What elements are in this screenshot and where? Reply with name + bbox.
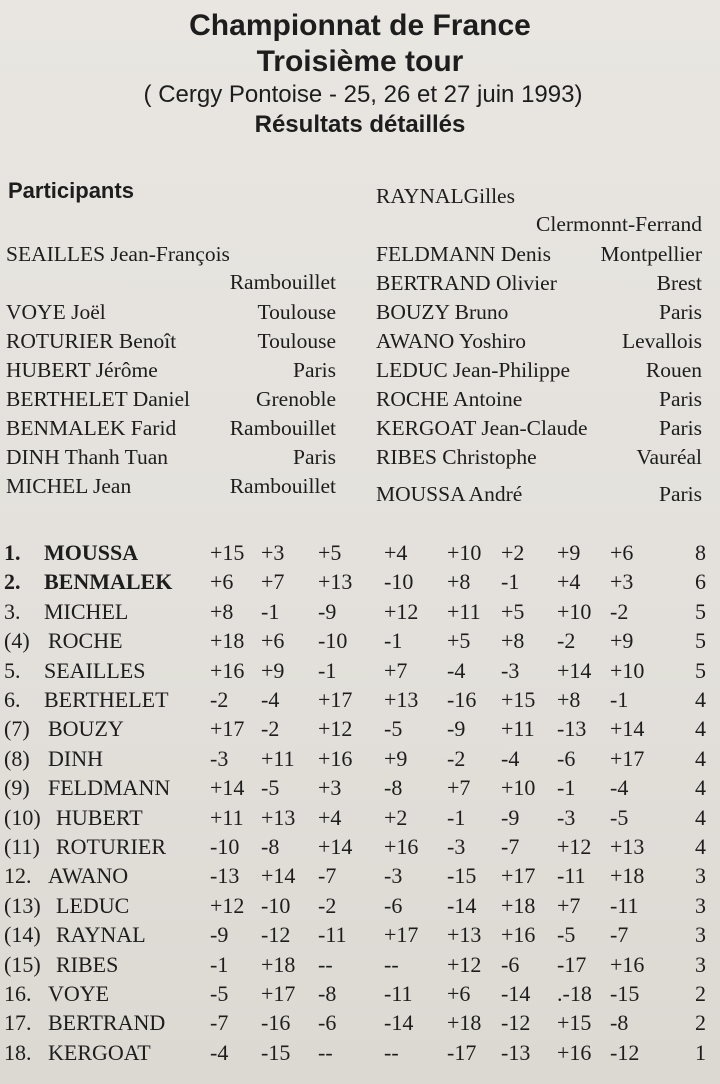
participant-name: VOYE Joël	[6, 300, 106, 324]
score-cell: -3	[210, 745, 229, 771]
page-title: Championnat de France	[189, 9, 531, 42]
player-name-cell: BERTHELET	[44, 687, 169, 712]
score-cell: --	[384, 951, 399, 977]
rank-cell: 3.	[4, 598, 21, 624]
score-cell: -10	[210, 834, 240, 859]
score-cell: +16	[501, 922, 536, 948]
participant-city: Paris	[293, 358, 336, 382]
score-cell: -1	[610, 687, 629, 712]
score-cell: -12	[261, 922, 291, 948]
score-cell: +7	[557, 892, 581, 918]
table-row	[4, 1038, 716, 1067]
score-cell: +18	[610, 863, 645, 889]
total-points-cell: 1	[695, 1039, 706, 1065]
player-name-cell: RAYNAL	[56, 922, 146, 948]
table-row	[4, 950, 716, 979]
rank-cell: 2.	[4, 569, 21, 595]
rank-cell: (15)	[4, 951, 41, 977]
player-name-cell: BENMALEK	[44, 569, 173, 595]
participant-name: RAYNALGilles	[376, 184, 515, 208]
score-cell: -12	[501, 1010, 531, 1036]
table-row	[4, 597, 716, 626]
score-cell: -1	[557, 775, 576, 801]
score-cell: +15	[557, 1010, 592, 1036]
total-points-cell: 2	[695, 981, 706, 1006]
total-points-cell: 3	[695, 951, 706, 977]
score-cell: +5	[447, 628, 471, 654]
score-cell: +17	[501, 863, 536, 889]
score-cell: +17	[261, 981, 296, 1006]
score-cell: -10	[318, 628, 348, 654]
participant-name: MOUSSA André	[376, 482, 523, 506]
score-cell: +16	[610, 951, 645, 977]
score-cell: +4	[384, 540, 408, 565]
score-cell: -2	[610, 598, 629, 624]
page-subtitle: Troisième tour	[256, 45, 464, 78]
rank-cell: (13)	[4, 892, 41, 918]
score-cell: +12	[557, 834, 592, 859]
participant-city: Levallois	[621, 329, 702, 353]
total-points-cell: 4	[695, 804, 706, 830]
score-cell: +8	[210, 598, 234, 624]
total-points-cell: 4	[695, 834, 706, 859]
rank-cell: (7)	[4, 716, 30, 742]
rank-cell: (11)	[4, 834, 40, 859]
score-cell: -15	[261, 1039, 291, 1065]
score-cell: -3	[447, 834, 466, 859]
player-name-cell: HUBERT	[56, 804, 143, 830]
score-cell: -5	[557, 922, 576, 948]
score-cell: -1	[447, 804, 466, 830]
score-cell: -9	[318, 598, 337, 624]
score-cell: +17	[384, 922, 419, 948]
score-cell: +18	[210, 628, 245, 654]
score-cell: +16	[318, 745, 353, 771]
score-cell: --	[384, 1039, 399, 1065]
score-cell: --	[318, 1039, 333, 1065]
table-row	[4, 714, 716, 743]
score-cell: +2	[501, 540, 525, 565]
total-points-cell: 6	[695, 569, 706, 595]
score-cell: -9	[447, 716, 466, 742]
participant-city: Toulouse	[257, 300, 336, 324]
score-cell: +18	[501, 892, 536, 918]
score-cell: +11	[501, 716, 535, 742]
rank-cell: 1.	[4, 540, 21, 565]
score-cell: -1	[501, 569, 520, 595]
total-points-cell: 8	[695, 540, 706, 565]
score-cell: +13	[318, 569, 353, 595]
participant-city: Rambouillet	[229, 474, 336, 498]
score-cell: -4	[501, 745, 520, 771]
table-row	[4, 1008, 716, 1037]
participant-name: BERTRAND Olivier	[376, 271, 557, 295]
score-cell: .-18	[557, 981, 592, 1006]
score-cell: -6	[318, 1010, 337, 1036]
participant-city: Montpellier	[600, 242, 702, 266]
total-points-cell: 4	[695, 716, 706, 742]
score-cell: +15	[501, 687, 536, 712]
total-points-cell: 5	[695, 598, 706, 624]
score-cell: +7	[447, 775, 471, 801]
score-cell: +17	[318, 687, 353, 712]
score-cell: -4	[210, 1039, 229, 1065]
participant-city: Rambouillet	[229, 416, 336, 440]
score-cell: -4	[447, 657, 466, 683]
participants-label: Participants	[8, 178, 134, 203]
score-cell: -11	[318, 922, 347, 948]
score-cell: -17	[447, 1039, 477, 1065]
score-cell: +14	[557, 657, 592, 683]
player-name-cell: VOYE	[48, 981, 110, 1006]
score-cell: -3	[501, 657, 520, 683]
table-row	[4, 891, 716, 920]
participant-city: Paris	[659, 300, 702, 324]
player-name-cell: DINH	[48, 745, 103, 771]
score-cell: -2	[210, 687, 229, 712]
score-cell: -4	[261, 687, 280, 712]
participant-name: KERGOAT Jean-Claude	[376, 416, 588, 440]
score-cell: +3	[610, 569, 634, 595]
score-cell: +3	[318, 775, 342, 801]
participant-city: Rouen	[645, 358, 702, 382]
rank-cell: 18.	[4, 1039, 32, 1065]
score-cell: +12	[318, 716, 353, 742]
score-cell: +9	[610, 628, 634, 654]
score-cell: +10	[610, 657, 645, 683]
score-cell: +16	[557, 1039, 592, 1065]
participant-name: BENMALEK Farid	[6, 416, 177, 440]
score-cell: -8	[318, 981, 337, 1006]
total-points-cell: 5	[695, 657, 706, 683]
score-cell: -11	[557, 863, 586, 889]
rank-cell: 17.	[4, 1010, 32, 1036]
score-cell: -4	[610, 775, 629, 801]
score-cell: +13	[610, 834, 645, 859]
total-points-cell: 5	[695, 628, 706, 654]
rank-cell: (10)	[4, 804, 41, 830]
player-name-cell: BOUZY	[48, 716, 124, 742]
score-cell: +3	[261, 540, 285, 565]
score-cell: +9	[261, 657, 285, 683]
score-cell: -5	[210, 981, 229, 1006]
table-row	[4, 773, 716, 802]
score-cell: +18	[261, 951, 296, 977]
table-row	[4, 920, 716, 949]
score-cell: +9	[384, 745, 408, 771]
score-cell: +12	[210, 892, 245, 918]
table-row	[4, 656, 716, 685]
score-cell: +4	[557, 569, 581, 595]
score-cell: -17	[557, 951, 587, 977]
participant-name: LEDUC Jean-Philippe	[376, 358, 571, 382]
total-points-cell: 3	[695, 922, 706, 948]
total-points-cell: 4	[695, 745, 706, 771]
participant-city: Toulouse	[257, 329, 336, 353]
score-cell: +14	[610, 716, 645, 742]
score-cell: +8	[447, 569, 471, 595]
total-points-cell: 4	[695, 775, 706, 801]
score-cell: +8	[557, 687, 581, 712]
table-row	[4, 685, 716, 714]
table-row	[4, 538, 716, 567]
score-cell: -14	[501, 981, 531, 1006]
total-points-cell: 2	[695, 1010, 706, 1036]
player-name-cell: KERGOAT	[48, 1039, 151, 1065]
score-cell: +10	[447, 540, 482, 565]
score-cell: -14	[447, 892, 477, 918]
player-name-cell: RIBES	[56, 951, 119, 977]
participant-name: FELDMANN Denis	[376, 242, 551, 266]
participant-name: DINH Thanh Tuan	[6, 445, 169, 469]
participant-city: Clermonnt-Ferrand	[536, 212, 702, 236]
total-points-cell: 3	[695, 863, 706, 889]
score-cell: -10	[261, 892, 291, 918]
score-cell: +16	[210, 657, 245, 683]
rank-cell: (4)	[4, 628, 30, 654]
score-cell: -13	[210, 863, 240, 889]
score-cell: -7	[210, 1010, 229, 1036]
score-cell: +9	[557, 540, 581, 565]
participant-name: BOUZY Bruno	[376, 300, 509, 324]
rank-cell: 12.	[4, 863, 32, 889]
score-cell: -5	[261, 775, 280, 801]
participant-name: MICHEL Jean	[6, 474, 132, 498]
score-cell: -3	[384, 863, 403, 889]
table-row	[4, 744, 716, 773]
score-cell: +6	[447, 981, 471, 1006]
results-heading: Résultats détaillés	[254, 111, 466, 138]
player-name-cell: MICHEL	[44, 598, 129, 624]
score-cell: -13	[557, 716, 587, 742]
score-cell: -12	[610, 1039, 640, 1065]
score-cell: -6	[557, 745, 576, 771]
score-cell: -9	[501, 804, 520, 830]
participant-city: Grenoble	[256, 387, 336, 411]
score-cell: +2	[384, 804, 408, 830]
participant-name: ROCHE Antoine	[376, 387, 523, 411]
score-cell: -11	[610, 892, 639, 918]
score-cell: +7	[384, 657, 408, 683]
score-cell: +12	[384, 598, 419, 624]
score-cell: -2	[261, 716, 280, 742]
score-cell: +11	[261, 745, 295, 771]
score-cell: -7	[318, 863, 337, 889]
table-row	[4, 803, 716, 832]
score-cell: +18	[447, 1010, 482, 1036]
score-cell: -5	[610, 804, 629, 830]
table-row	[4, 567, 716, 596]
score-cell: -1	[210, 951, 229, 977]
score-cell: +15	[210, 540, 245, 565]
score-cell: +11	[447, 598, 481, 624]
rank-cell: (8)	[4, 745, 30, 771]
score-cell: +16	[384, 834, 419, 859]
score-cell: +5	[318, 540, 342, 565]
header	[0, 8, 720, 140]
score-cell: +6	[261, 628, 285, 654]
score-cell: +17	[210, 716, 245, 742]
score-cell: +8	[501, 628, 525, 654]
score-cell: -16	[447, 687, 477, 712]
table-row	[4, 979, 716, 1008]
score-cell: -2	[557, 628, 576, 654]
total-points-cell: 3	[695, 892, 706, 918]
player-name-cell: LEDUC	[56, 892, 130, 918]
score-cell: -6	[501, 951, 520, 977]
score-cell: -1	[384, 628, 403, 654]
participant-name: HUBERT Jérôme	[6, 358, 158, 382]
score-cell: +10	[501, 775, 536, 801]
score-cell: -8	[384, 775, 403, 801]
player-name-cell: AWANO	[48, 863, 129, 889]
score-cell: +12	[447, 951, 482, 977]
score-cell: -1	[318, 657, 337, 683]
event-location: ( Cergy Pontoise - 25, 26 et 27 juin 1993)	[143, 81, 583, 108]
score-cell: +5	[501, 598, 525, 624]
score-cell: +6	[610, 540, 634, 565]
table-row	[4, 832, 716, 861]
score-cell: +14	[261, 863, 296, 889]
score-cell: -11	[384, 981, 413, 1006]
participant-city: Paris	[659, 416, 702, 440]
score-cell: +11	[210, 804, 244, 830]
score-cell: -3	[557, 804, 576, 830]
player-name-cell: FELDMANN	[48, 775, 171, 801]
score-cell: -16	[261, 1010, 291, 1036]
score-cell: -5	[384, 716, 403, 742]
score-cell: +13	[447, 922, 482, 948]
participant-city: Paris	[293, 445, 336, 469]
player-name-cell: ROTURIER	[56, 834, 166, 859]
participant-name: ROTURIER Benoît	[6, 329, 177, 353]
participant-city: Rambouillet	[229, 270, 336, 294]
score-cell: +10	[557, 598, 592, 624]
score-cell: -7	[610, 922, 629, 948]
score-cell: -6	[384, 892, 403, 918]
score-cell: -2	[318, 892, 337, 918]
participant-name: SEAILLES Jean-François	[6, 242, 230, 266]
score-cell: -14	[384, 1010, 414, 1036]
participant-name: BERTHELET Daniel	[6, 387, 191, 411]
score-cell: -2	[447, 745, 466, 771]
rank-cell: 16.	[4, 981, 32, 1006]
total-points-cell: 4	[695, 687, 706, 712]
score-cell: -15	[610, 981, 640, 1006]
score-cell: -8	[261, 834, 280, 859]
participant-city: Brest	[656, 271, 702, 295]
score-cell: -10	[384, 569, 414, 595]
score-cell: +13	[261, 804, 296, 830]
score-cell: +13	[384, 687, 419, 712]
score-cell: +4	[318, 804, 342, 830]
score-cell: +17	[610, 745, 645, 771]
rank-cell: (14)	[4, 922, 41, 948]
rank-cell: (9)	[4, 775, 30, 801]
score-cell: +6	[210, 569, 234, 595]
score-cell: +14	[318, 834, 353, 859]
participant-name: AWANO Yoshiro	[376, 329, 526, 353]
participant-city: Vauréal	[636, 445, 702, 469]
score-cell: +14	[210, 775, 245, 801]
rank-cell: 6.	[4, 687, 21, 712]
score-cell: -9	[210, 922, 229, 948]
participant-city: Paris	[659, 387, 702, 411]
score-cell: +7	[261, 569, 285, 595]
score-cell: -1	[261, 598, 280, 624]
score-cell: -13	[501, 1039, 531, 1065]
rank-cell: 5.	[4, 657, 21, 683]
score-cell: -8	[610, 1010, 629, 1036]
score-cell: --	[318, 951, 333, 977]
participant-city: Paris	[659, 482, 702, 506]
score-cell: -15	[447, 863, 477, 889]
table-row	[4, 626, 716, 655]
score-cell: -7	[501, 834, 520, 859]
participant-name: RIBES Christophe	[376, 445, 537, 469]
player-name-cell: BERTRAND	[48, 1010, 166, 1036]
table-row	[4, 861, 716, 890]
player-name-cell: MOUSSA	[44, 540, 139, 565]
player-name-cell: SEAILLES	[44, 657, 146, 683]
player-name-cell: ROCHE	[48, 628, 123, 654]
